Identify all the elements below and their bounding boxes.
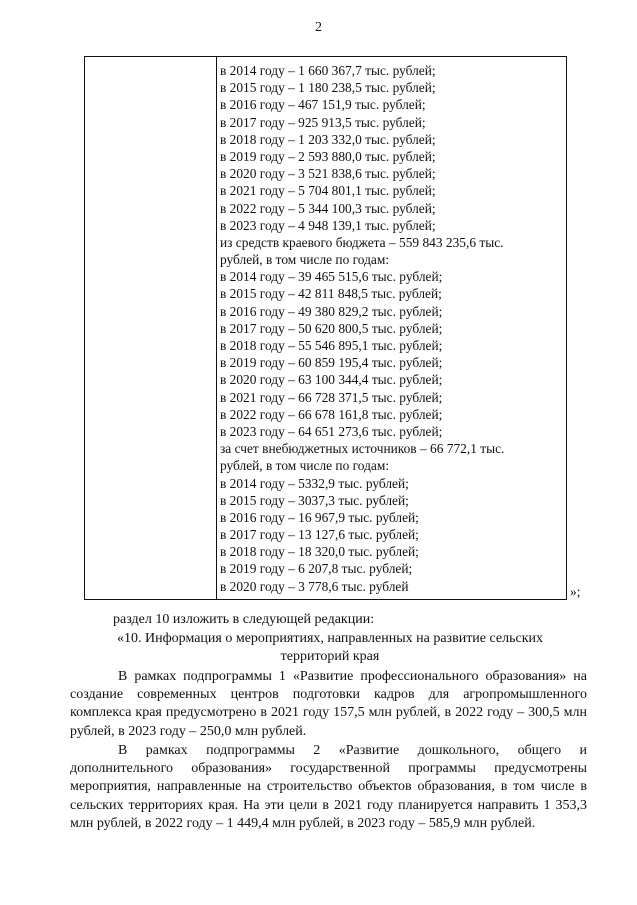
table-line: в 2020 году – 3 778,6 тыс. рублей (220, 578, 409, 594)
table-column-divider (216, 57, 217, 599)
paragraph-subprogram-2: В рамках подпрограммы 2 «Развитие дошкольного, общего и дополнительного образования» государственной программы предусмотрены мероприятия, направленные на строительство объектов образования, в том числе в сельских территориях края. На эти цели в 2021 году планируется направить 1 353,3 млн рублей, в 2022 году – 1 449,4 млн рублей, в 2023 году – 585,9 млн рублей. (70, 743, 587, 831)
table-line: в 2018 году – 55 546 895,1 тыс. рублей; (220, 338, 443, 353)
table-line: в 2022 году – 66 678 161,8 тыс. рублей; (220, 406, 443, 422)
table-line: в 2020 году – 63 100 344,4 тыс. рублей; (220, 372, 443, 388)
section-title-line-1: «10. Информация о мероприятиях, направленных на развитие сельских (116, 631, 543, 646)
table-line: за счет внебюджетных источников – 66 772,1 тыс. (220, 441, 505, 457)
section-title-line-2: территорий края (280, 649, 380, 664)
table-line: в 2023 году – 4 948 139,1 тыс. рублей; (220, 217, 436, 233)
paragraph-subprogram-1: В рамках подпрограммы 1 «Развитие профессионального образования» на создание современных центров подготовки кадров для агропромышленного комплекса края предусмотрено в 2021 году 157,5 млн рублей, в 2022 году – 300,5 млн рублей, в 2023 году – 250,0 млн рублей. (70, 669, 587, 739)
table-line: в 2019 году – 60 859 195,4 тыс. рублей; (220, 355, 443, 371)
table-line: в 2021 году – 5 704 801,1 тыс. рублей; (220, 183, 436, 199)
page-number: 2 (315, 20, 322, 35)
table-line: в 2018 году – 1 203 332,0 тыс. рублей; (220, 131, 436, 147)
table-line: в 2014 году – 5332,9 тыс. рублей; (220, 475, 409, 491)
table-line: в 2015 году – 3037,3 тыс. рублей; (220, 492, 409, 508)
table-line: в 2017 году – 925 913,5 тыс. рублей; (220, 114, 426, 130)
table-line: в 2016 году – 467 151,9 тыс. рублей; (220, 97, 426, 113)
table-line: в 2019 году – 6 207,8 тыс. рублей; (220, 561, 413, 577)
table-line: в 2020 году – 3 521 838,6 тыс. рублей; (220, 166, 436, 182)
table-line: из средств краевого бюджета – 559 843 235,6 тыс. (220, 234, 504, 250)
amendment-lead-text: раздел 10 изложить в следующей редакции: (113, 612, 375, 627)
table-line: рублей, в том числе по годам: (220, 252, 390, 268)
table-line: в 2015 году – 1 180 238,5 тыс. рублей; (220, 80, 436, 96)
table-line: в 2016 году – 16 967,9 тыс. рублей; (220, 509, 419, 525)
table-line: рублей, в том числе по годам: (220, 458, 390, 474)
table-right-cell (220, 62, 565, 595)
table-line: в 2018 году – 18 320,0 тыс. рублей; (220, 544, 419, 560)
table-line: в 2022 году – 5 344 100,3 тыс. рублей; (220, 200, 436, 216)
table-line: в 2017 году – 50 620 800,5 тыс. рублей; (220, 320, 443, 336)
table-line: в 2021 году – 66 728 371,5 тыс. рублей; (220, 389, 443, 405)
table-line: в 2014 году – 1 660 367,7 тыс. рублей; (220, 63, 436, 78)
table-line: в 2016 году – 49 380 829,2 тыс. рублей; (220, 303, 443, 319)
section-title (60, 630, 600, 666)
table-line: в 2019 году – 2 593 880,0 тыс. рублей; (220, 148, 436, 164)
funding-table (84, 56, 567, 600)
table-line: в 2023 году – 64 651 273,6 тыс. рублей; (220, 423, 443, 439)
table-closing-quote: »; (570, 584, 581, 599)
table-line: в 2015 году – 42 811 848,5 тыс. рублей; (220, 286, 442, 302)
table-line: в 2014 году – 39 465 515,6 тыс. рублей; (220, 269, 443, 285)
table-line: в 2017 году – 13 127,6 тыс. рублей; (220, 527, 419, 543)
